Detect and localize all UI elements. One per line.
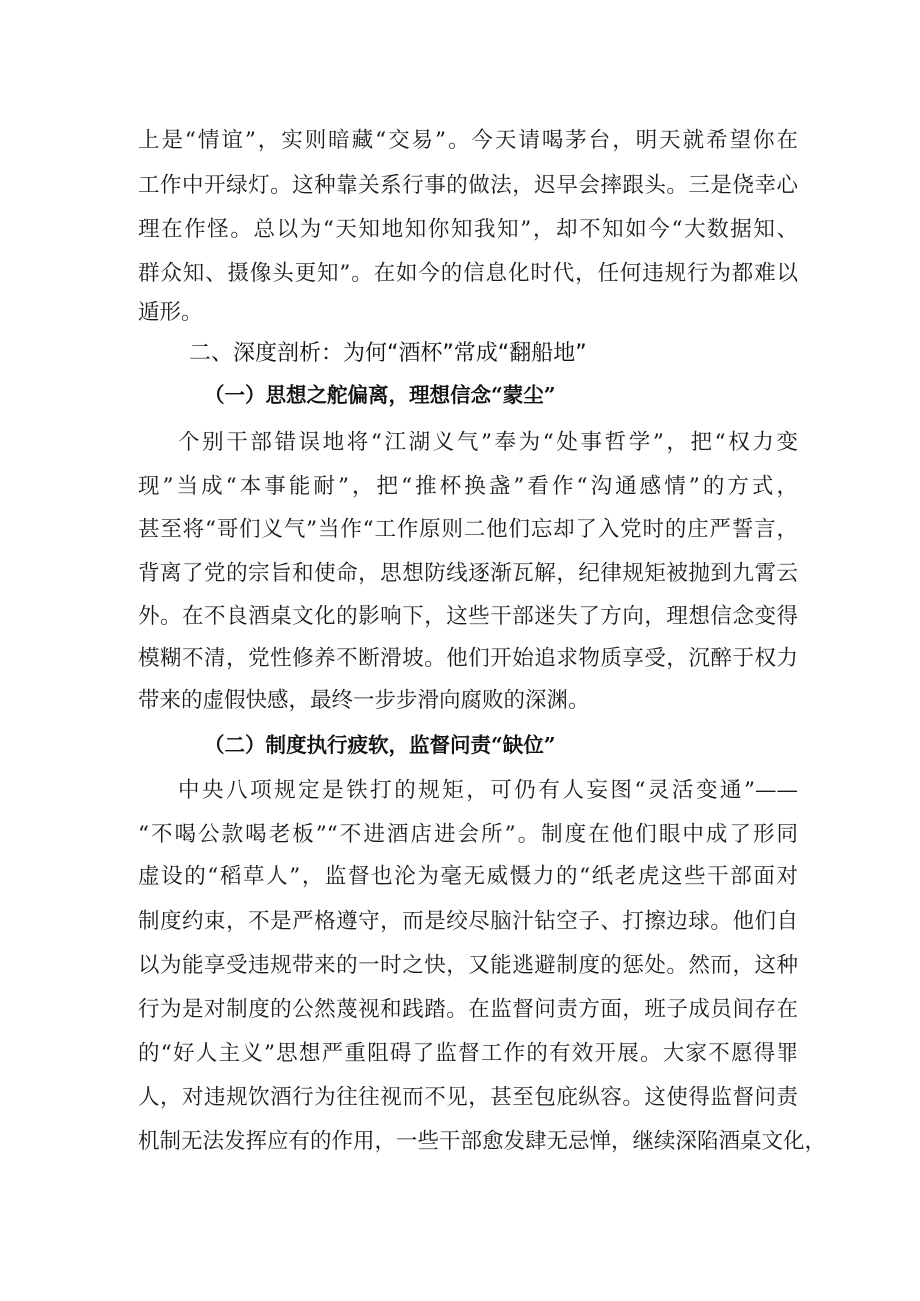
paragraph-line: 人，对违规饮酒行为往往视而不见，甚至包庇纵容。这使得监督问责 [138,1085,798,1110]
paragraph-line: 个别干部错误地将“江湖义气”奉为“处事哲学”，把“权力变 [178,430,798,455]
paragraph-line: 遁形。 [138,300,203,325]
paragraph-line: “不喝公款喝老板”“不进酒店进会所”。制度在他们眼中成了形同 [138,822,798,847]
paragraph-line: 外。在不良酒桌文化的影响下，这些干部迷失了方向，理想信念变得 [138,604,798,629]
paragraph-line: 虚设的“稻草人”，监督也沦为毫无威慑力的“纸老虎这些干部面对 [138,864,798,889]
paragraph-line: 上是“情谊”，实则暗藏“交易”。今天请喝茅台，明天就希望你在 [138,128,798,153]
paragraph-line: 中央八项规定是铁打的规矩，可仍有人妄图“灵活变通”—— [178,778,798,803]
paragraph-line: 理在作怪。总以为“天知地知你知我知”，却不知如今“大数据知、 [138,217,798,242]
paragraph-line: 行为是对制度的公然蔑视和践踏。在监督问责方面，班子成员间存在 [138,997,798,1022]
paragraph-line: 以为能享受违规带来的一时之快，又能逃避制度的惩处。然而，这种 [138,953,798,978]
paragraph-line: 的“好人主义”思想严重阻碍了监督工作的有效开展。大家不愿得罪 [138,1041,798,1066]
paragraph-line: 机制无法发挥应有的作用，一些干部愈发肆无忌惮，继续深陷酒桌文化， [138,1129,827,1154]
paragraph-line: 制度约束，不是严格遵守，而是绞尽脑汁钻空子、打擦边球。他们自 [138,909,798,934]
paragraph-line: 甚至将“哥们义气”当作“工作原则二他们忘却了入党时的庄严誓言， [138,517,798,542]
paragraph-line: 背离了党的宗旨和使命，思想防线逐渐瓦解，纪律规矩被抛到九霄云 [138,561,798,586]
paragraph-line: 群众知、摄像头更知”。在如今的信息化时代，任何违规行为都难以 [138,261,798,286]
paragraph-line: 带来的虚假快感，最终一步步滑向腐败的深渊。 [138,688,590,713]
paragraph-line: 工作中开绿灯。这种靠关系行事的做法，迟早会摔跟头。三是侥幸心 [138,173,798,198]
subsection-heading: （二）制度执行疲软，监督问责“缺位” [204,733,556,757]
subsection-heading: （一）思想之舵偏离，理想信念“蒙尘” [204,383,556,407]
paragraph-line: 模糊不清，党性修养不断滑坡。他们开始追求物质享受，沉醉于权力 [138,646,798,671]
section-heading: 二、深度剖析：为何“酒杯”常成“翻船地” [189,341,587,366]
paragraph-line: 现”当成“本事能耐”，把“推杯换盏”看作“沟通感情”的方式， [138,474,798,499]
